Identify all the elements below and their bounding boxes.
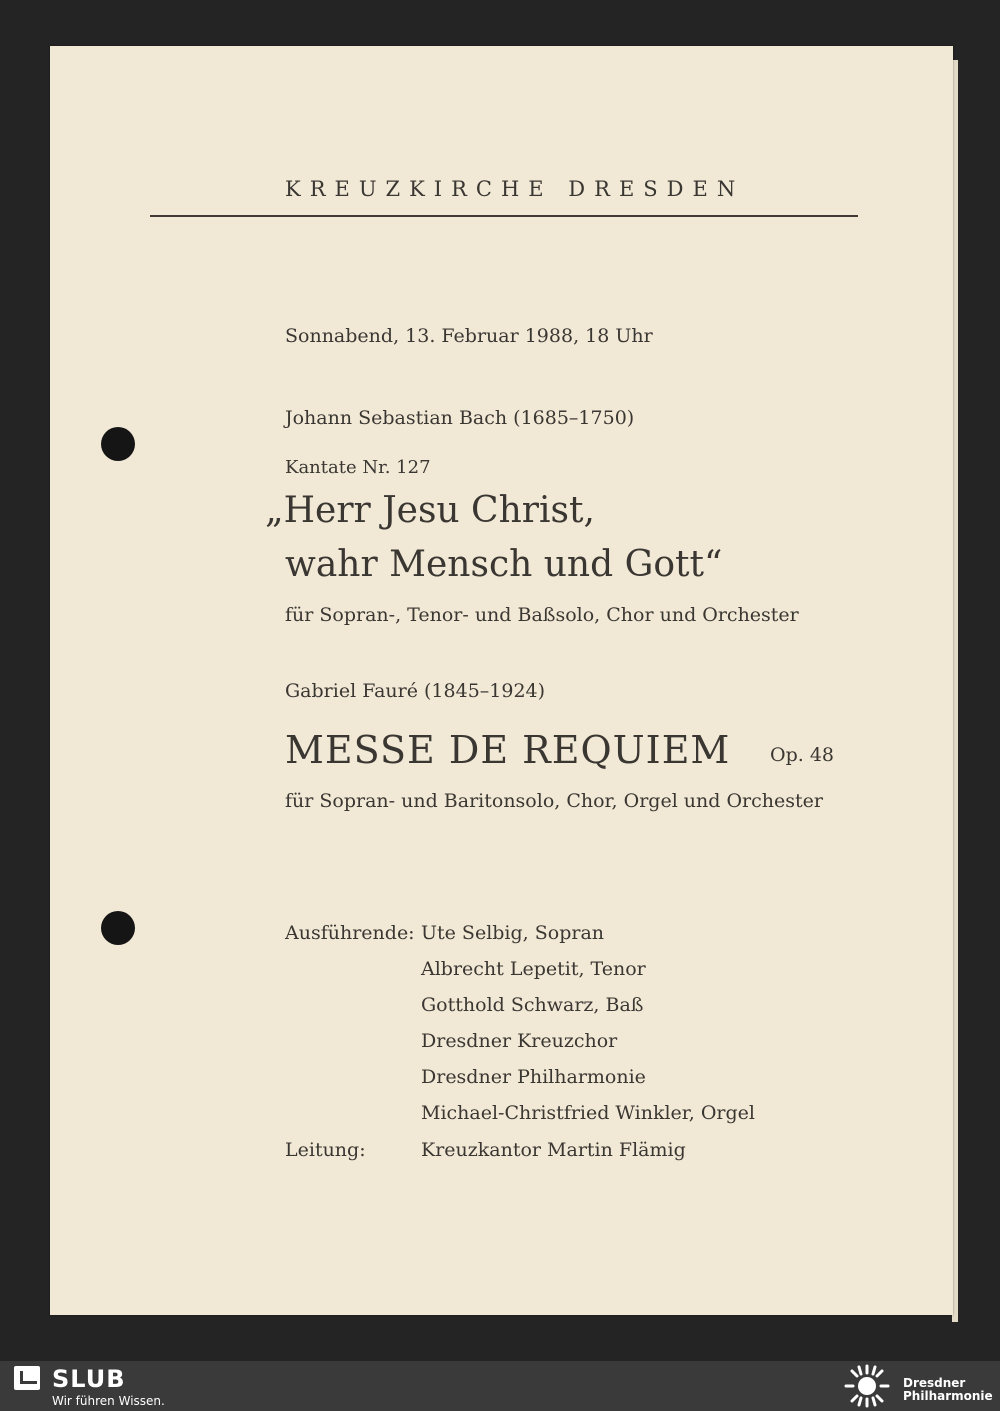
requiem-title: MESSE DE REQUIEM [285,728,731,772]
slub-tagline: Wir führen Wissen. [52,1394,165,1408]
composer-faure: Gabriel Fauré (1845–1924) [285,680,546,702]
requiem-scoring: für Sopran- und Baritonsolo, Chor, Orgel und Orchester [285,790,823,812]
cantata-title-line1: „Herr Jesu Christ, [265,490,595,531]
punch-hole-top [101,427,135,461]
conductor-name: Kreuzkantor Martin Flämig [421,1139,686,1161]
performer-item: Michael-Christfried Winkler, Orgel [421,1102,755,1124]
philharmonie-line2: Philharmonie [903,1389,993,1403]
philharmonie-logo-text[interactable] [903,1377,993,1403]
performer-item: Albrecht Lepetit, Tenor [421,958,646,980]
slub-logo-text[interactable]: SLUB [52,1365,126,1393]
philharmonie-line1: Dresdner [903,1376,966,1390]
performer-item: Gotthold Schwarz, Baß [421,994,644,1016]
venue-header: KREUZKIRCHE DRESDEN [285,177,745,201]
performers-label: Ausführende: [285,922,415,944]
cantata-scoring: für Sopran-, Tenor- und Baßsolo, Chor und Orchester [285,604,799,626]
punch-hole-bottom [101,911,135,945]
performer-item: Dresdner Philharmonie [421,1066,646,1088]
requiem-opus: Op. 48 [770,744,834,766]
conductor-label: Leitung: [285,1139,366,1161]
performer-item: Dresdner Kreuzchor [421,1030,618,1052]
cantata-title-line2: wahr Mensch und Gott“ [285,544,723,585]
composer-bach: Johann Sebastian Bach (1685–1750) [285,407,635,429]
performer-item: Ute Selbig, Sopran [421,922,605,944]
concert-date: Sonnabend, 13. Februar 1988, 18 Uhr [285,325,653,347]
header-rule [150,215,858,217]
philharmonie-sunburst-icon[interactable] [843,1364,891,1408]
slub-logo-icon[interactable] [14,1366,40,1390]
cantata-number: Kantate Nr. 127 [285,457,431,478]
